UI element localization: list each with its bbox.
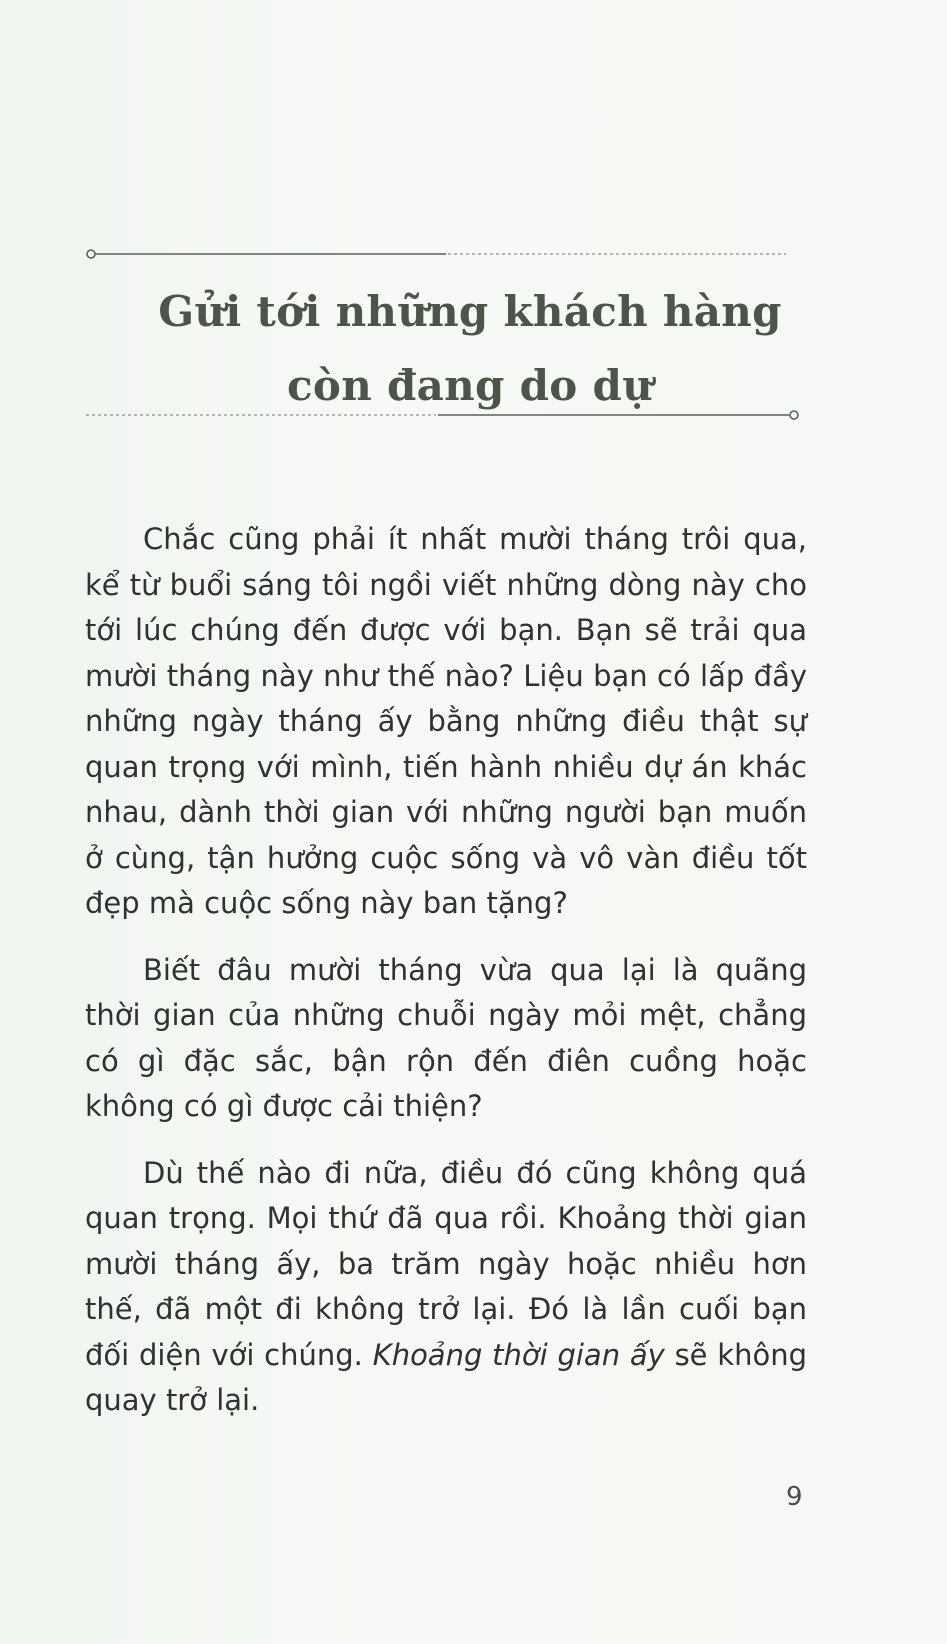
chapter-title-line-1: Gửi tới những khách hàng [158, 287, 782, 336]
chapter-title-line-2: còn đang do dự [287, 361, 653, 410]
paragraph-3-tail: sẽ không quay trở lại. [85, 1337, 807, 1417]
page-number: 9 [786, 1482, 803, 1512]
paragraph-3-italic: Khoảng thời gian ấy [372, 1337, 665, 1372]
paragraph-3 [85, 1151, 807, 1424]
paragraph-2: Biết đâu mười tháng vừa qua lại là quãng thời gian của những chuỗi ngày mỏi mệt, chẳng có gì đặc sắc, bận rộn đến điên cuồng hoặc không có gì được cải thiện? [85, 952, 807, 1123]
top-ornamental-rule [86, 248, 786, 260]
bottom-ornamental-rule [86, 409, 846, 421]
paragraph-3-text: Dù thế nào đi nữa, điều đó cũng không quá quan trọng. Mọi thứ đã qua rồi. Khoảng thời gian mười tháng ấy, ba trăm ngày hoặc nhiều hơn thế, đã một đi không trở lại. Đó là lần cuối bạn đối diện với chúng. [85, 1155, 807, 1372]
paragraph-1: Chắc cũng phải ít nhất mười tháng trôi qua, kể từ buổi sáng tôi ngồi viết những dòng này cho tới lúc chúng đến được với bạn. Bạn sẽ trải qua mười tháng này như thế nào? Liệu bạn có lấp đầy những ngày tháng ấy bằng những điều thật sự quan trọng với mình, tiến hành nhiều dự án khác nhau, dành thời gian với những người bạn muốn ở cùng, tận hưởng cuộc sống và vô vàn điều tốt đẹp mà cuộc sống này ban tặng? [85, 522, 807, 920]
chapter-title [90, 275, 850, 423]
body-text [85, 517, 807, 1424]
